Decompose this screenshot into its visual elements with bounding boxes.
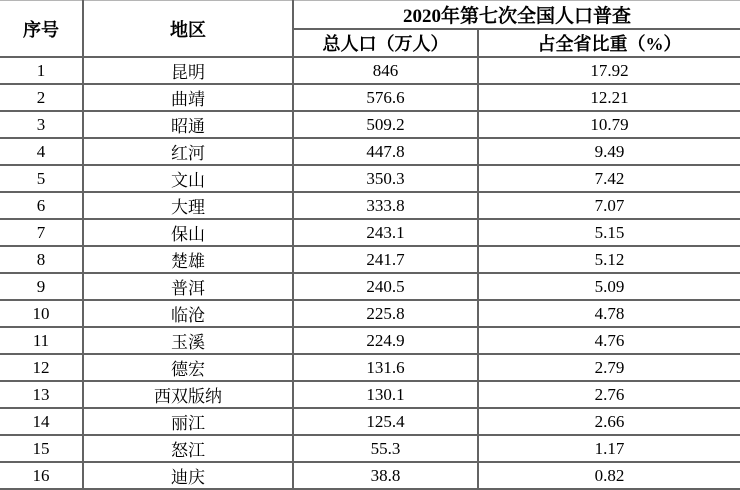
cell-region: 玉溪	[83, 327, 293, 354]
cell-region: 昭通	[83, 111, 293, 138]
table-row	[0, 300, 740, 327]
cell-region: 文山	[83, 165, 293, 192]
table-row	[0, 192, 740, 219]
cell-population: 55.3	[293, 435, 478, 462]
cell-index: 11	[0, 327, 83, 354]
cell-share: 0.82	[478, 462, 740, 489]
cell-share: 5.12	[478, 246, 740, 273]
cell-index: 16	[0, 462, 83, 489]
cell-population: 846	[293, 57, 478, 84]
cell-share: 4.78	[478, 300, 740, 327]
cell-population: 240.5	[293, 273, 478, 300]
cell-share: 10.79	[478, 111, 740, 138]
cell-index: 3	[0, 111, 83, 138]
cell-index: 9	[0, 273, 83, 300]
cell-share: 7.42	[478, 165, 740, 192]
cell-share: 12.21	[478, 84, 740, 111]
col-header-census-group: 2020年第七次全国人口普查	[293, 1, 740, 30]
header-row-top	[0, 1, 740, 30]
cell-population: 509.2	[293, 111, 478, 138]
table-row	[0, 273, 740, 300]
cell-share: 17.92	[478, 57, 740, 84]
table-row	[0, 354, 740, 381]
table-row	[0, 84, 740, 111]
table-row	[0, 111, 740, 138]
cell-population: 576.6	[293, 84, 478, 111]
cell-index: 8	[0, 246, 83, 273]
cell-share: 9.49	[478, 138, 740, 165]
table-row	[0, 435, 740, 462]
cell-population: 241.7	[293, 246, 478, 273]
cell-population: 243.1	[293, 219, 478, 246]
table-row	[0, 138, 740, 165]
cell-index: 5	[0, 165, 83, 192]
cell-index: 4	[0, 138, 83, 165]
cell-region: 曲靖	[83, 84, 293, 111]
cell-population: 333.8	[293, 192, 478, 219]
cell-region: 红河	[83, 138, 293, 165]
cell-region: 昆明	[83, 57, 293, 84]
table-body	[0, 57, 740, 489]
table-row	[0, 327, 740, 354]
cell-index: 12	[0, 354, 83, 381]
cell-index: 14	[0, 408, 83, 435]
cell-population: 131.6	[293, 354, 478, 381]
table-row	[0, 57, 740, 84]
cell-region: 西双版纳	[83, 381, 293, 408]
cell-index: 7	[0, 219, 83, 246]
cell-region: 迪庆	[83, 462, 293, 489]
cell-share: 2.76	[478, 381, 740, 408]
table-row	[0, 462, 740, 489]
cell-index: 6	[0, 192, 83, 219]
cell-population: 447.8	[293, 138, 478, 165]
table-row	[0, 408, 740, 435]
cell-region: 德宏	[83, 354, 293, 381]
col-header-region: 地区	[83, 1, 293, 58]
cell-region: 普洱	[83, 273, 293, 300]
cell-population: 225.8	[293, 300, 478, 327]
cell-population: 130.1	[293, 381, 478, 408]
table-row	[0, 165, 740, 192]
table-row	[0, 219, 740, 246]
cell-index: 13	[0, 381, 83, 408]
cell-population: 38.8	[293, 462, 478, 489]
cell-index: 15	[0, 435, 83, 462]
cell-region: 保山	[83, 219, 293, 246]
cell-index: 1	[0, 57, 83, 84]
cell-region: 临沧	[83, 300, 293, 327]
cell-region: 楚雄	[83, 246, 293, 273]
cell-population: 350.3	[293, 165, 478, 192]
cell-share: 5.15	[478, 219, 740, 246]
cell-share: 4.76	[478, 327, 740, 354]
col-header-province-share: 占全省比重（%）	[478, 29, 740, 57]
cell-share: 7.07	[478, 192, 740, 219]
cell-region: 怒江	[83, 435, 293, 462]
table-row	[0, 381, 740, 408]
col-header-total-population: 总人口（万人）	[293, 29, 478, 57]
cell-share: 1.17	[478, 435, 740, 462]
cell-region: 大理	[83, 192, 293, 219]
col-header-index: 序号	[0, 1, 83, 58]
cell-share: 5.09	[478, 273, 740, 300]
cell-index: 10	[0, 300, 83, 327]
cell-region: 丽江	[83, 408, 293, 435]
cell-share: 2.79	[478, 354, 740, 381]
cell-population: 224.9	[293, 327, 478, 354]
table-row	[0, 246, 740, 273]
table-header	[0, 1, 740, 58]
cell-population: 125.4	[293, 408, 478, 435]
cell-share: 2.66	[478, 408, 740, 435]
cell-index: 2	[0, 84, 83, 111]
